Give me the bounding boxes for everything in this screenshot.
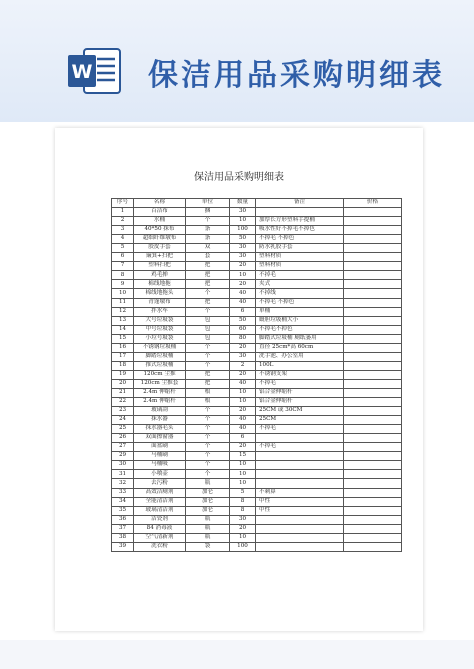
cell-price [344, 289, 402, 298]
cell-name: 中号垃圾袋 [134, 325, 186, 334]
cell-notes [256, 479, 344, 488]
cell-price [344, 271, 402, 280]
cell-price [344, 398, 402, 407]
cell-index: 27 [112, 443, 134, 452]
cell-price [344, 334, 402, 343]
cell-unit: 个 [186, 407, 230, 416]
cell-quantity: 6 [230, 307, 256, 316]
table-row [112, 461, 402, 470]
cell-price [344, 452, 402, 461]
cell-index: 36 [112, 515, 134, 524]
table-row [112, 307, 402, 316]
cell-unit: 把 [186, 280, 230, 289]
cell-price [344, 434, 402, 443]
cell-name: 全能清洁剂 [134, 497, 186, 506]
cell-quantity: 100 [230, 226, 256, 235]
table-row [112, 226, 402, 235]
table-row [112, 506, 402, 515]
cell-price [344, 443, 402, 452]
cell-quantity: 10 [230, 388, 256, 397]
cell-unit: 把 [186, 271, 230, 280]
cell-name: 2.4m 伸缩杆 [134, 388, 186, 397]
cell-unit: 套 [186, 253, 230, 262]
cell-quantity: 8 [230, 506, 256, 515]
cell-name: 胶皮手套 [134, 244, 186, 253]
cell-name: 塑料扫把 [134, 262, 186, 271]
cell-price [344, 262, 402, 271]
cell-unit: 个 [186, 470, 230, 479]
cell-unit: 个 [186, 443, 230, 452]
cell-quantity: 20 [230, 407, 256, 416]
cell-index: 11 [112, 298, 134, 307]
cell-unit: 袋 [186, 542, 230, 551]
cell-quantity: 10 [230, 461, 256, 470]
cell-unit: 包 [186, 334, 230, 343]
cell-notes: 洗手池、办公室用 [256, 352, 344, 361]
cell-unit: 捆 [186, 208, 230, 217]
cell-name: 去污粉 [134, 479, 186, 488]
cell-index: 30 [112, 461, 134, 470]
cell-notes: 不掉毛 [256, 443, 344, 452]
table-row [112, 416, 402, 425]
cell-name: 洁瓷剂 [134, 515, 186, 524]
cell-price [344, 488, 402, 497]
table-row [112, 208, 402, 217]
cell-quantity: 50 [230, 235, 256, 244]
cell-index: 38 [112, 533, 134, 542]
cell-quantity: 10 [230, 470, 256, 479]
cell-quantity: 40 [230, 289, 256, 298]
cell-index: 1 [112, 208, 134, 217]
table-row [112, 407, 402, 416]
cell-unit: 个 [186, 461, 230, 470]
cell-index: 37 [112, 524, 134, 533]
cell-index: 33 [112, 488, 134, 497]
cell-name: 40*50 抹布 [134, 226, 186, 235]
table-body [112, 208, 402, 552]
cell-quantity: 20 [230, 370, 256, 379]
cell-name: 鸡毛掸 [134, 271, 186, 280]
cell-name: 棉线地拖头 [134, 289, 186, 298]
cell-price [344, 524, 402, 533]
cell-notes: 塑料材质 [256, 262, 344, 271]
table-row [112, 388, 402, 397]
cell-price [344, 425, 402, 434]
cell-quantity: 20 [230, 443, 256, 452]
cell-unit: 个 [186, 217, 230, 226]
cell-notes [256, 533, 344, 542]
cell-unit: 把 [186, 298, 230, 307]
table-row [112, 352, 402, 361]
cell-notes: 中性 [256, 506, 344, 515]
cell-quantity: 40 [230, 416, 256, 425]
cell-name: 水桶 [134, 217, 186, 226]
cell-unit: 瓶 [186, 479, 230, 488]
cell-index: 22 [112, 398, 134, 407]
cell-unit: 条 [186, 235, 230, 244]
word-icon-letter: W [71, 61, 93, 83]
cell-notes: 不掉毛不掉色 [256, 325, 344, 334]
cell-index: 6 [112, 253, 134, 262]
table-header-row [112, 199, 402, 208]
cell-quantity: 20 [230, 343, 256, 352]
cell-price [344, 416, 402, 425]
table-row [112, 479, 402, 488]
cell-index: 29 [112, 452, 134, 461]
table-header [112, 199, 402, 208]
cell-quantity: 40 [230, 379, 256, 388]
cell-price [344, 217, 402, 226]
cell-name: 120cm 尘推套 [134, 379, 186, 388]
document-title: 保洁用品采购明细表 [194, 172, 284, 183]
cell-price [344, 361, 402, 370]
table-row [112, 425, 402, 434]
cell-unit: 条 [186, 226, 230, 235]
cell-price [344, 298, 402, 307]
cell-price [344, 370, 402, 379]
cell-name: 洗衣粉 [134, 542, 186, 551]
cell-quantity: 6 [230, 434, 256, 443]
cell-index: 9 [112, 280, 134, 289]
cell-notes: 不锈钢支架 [256, 370, 344, 379]
cell-quantity: 30 [230, 244, 256, 253]
cell-notes: 防水乳胶手套 [256, 244, 344, 253]
table-row [112, 434, 402, 443]
cell-quantity: 20 [230, 262, 256, 271]
cell-notes: 中性 [256, 497, 344, 506]
cell-index: 3 [112, 226, 134, 235]
cell-notes [256, 515, 344, 524]
cell-unit: 个 [186, 425, 230, 434]
cell-quantity: 30 [230, 208, 256, 217]
cell-quantity: 10 [230, 271, 256, 280]
cell-unit: 加仑 [186, 506, 230, 515]
cell-unit: 瓶 [186, 524, 230, 533]
cell-name: 推式垃圾桶 [134, 361, 186, 370]
cell-price [344, 352, 402, 361]
cell-notes: 铝合金伸缩杆 [256, 388, 344, 397]
cell-unit: 把 [186, 379, 230, 388]
cell-notes [256, 524, 344, 533]
header-unit: 单位 [186, 199, 230, 208]
cell-index: 4 [112, 235, 134, 244]
cell-notes: 厩胆垃圾桶大小 [256, 316, 344, 325]
cell-name: 玻璃刮 [134, 407, 186, 416]
cell-price [344, 343, 402, 352]
cell-quantity: 40 [230, 425, 256, 434]
cell-notes: 25CM 或 30CM [256, 407, 344, 416]
cell-price [344, 379, 402, 388]
cell-index: 23 [112, 407, 134, 416]
cell-quantity: 30 [230, 253, 256, 262]
cell-unit: 个 [186, 416, 230, 425]
cell-index: 21 [112, 388, 134, 397]
cell-quantity: 20 [230, 280, 256, 289]
header-price: 价格 [344, 199, 402, 208]
cell-quantity: 10 [230, 533, 256, 542]
cell-index: 12 [112, 307, 134, 316]
table-row [112, 524, 402, 533]
table-row [112, 361, 402, 370]
cell-price [344, 533, 402, 542]
cell-index: 39 [112, 542, 134, 551]
cell-price [344, 235, 402, 244]
cell-notes: 不掉毛 [256, 379, 344, 388]
cell-name: 不锈钢垃圾桶 [134, 343, 186, 352]
cell-name: 超细纤维墩布 [134, 235, 186, 244]
cell-notes: 不掉毛 [256, 425, 344, 434]
table-row [112, 298, 402, 307]
cell-index: 5 [112, 244, 134, 253]
cell-quantity: 100 [230, 542, 256, 551]
header-name: 名称 [134, 199, 186, 208]
cell-price [344, 316, 402, 325]
header-index: 序号 [112, 199, 134, 208]
cell-unit: 把 [186, 262, 230, 271]
cell-name: 百洁布 [134, 208, 186, 217]
cell-notes: 100L [256, 361, 344, 370]
cell-name: 抹水器 [134, 416, 186, 425]
cell-name: 高效洁厕剂 [134, 488, 186, 497]
cell-index: 17 [112, 352, 134, 361]
cell-unit: 包 [186, 325, 230, 334]
cell-notes: 铝合金伸缩杆 [256, 398, 344, 407]
cell-notes: 直径 25cm*高 60cm [256, 343, 344, 352]
cell-notes [256, 434, 344, 443]
cell-price [344, 479, 402, 488]
cell-index: 8 [112, 271, 134, 280]
cell-name: 马桶刷 [134, 452, 186, 461]
table-row [112, 325, 402, 334]
word-document-icon [66, 46, 124, 96]
cell-unit: 根 [186, 388, 230, 397]
cell-name: 抹水器毛头 [134, 425, 186, 434]
cell-unit: 个 [186, 352, 230, 361]
cell-quantity: 10 [230, 217, 256, 226]
table-row [112, 271, 402, 280]
cell-unit: 个 [186, 307, 230, 316]
header-notes: 备注 [256, 199, 344, 208]
cell-quantity: 80 [230, 334, 256, 343]
cell-notes: 塑料材质 [256, 253, 344, 262]
table-row [112, 542, 402, 551]
cell-unit: 个 [186, 343, 230, 352]
cell-index: 19 [112, 370, 134, 379]
cell-index: 25 [112, 425, 134, 434]
cell-price [344, 325, 402, 334]
cell-name: 拌水车 [134, 307, 186, 316]
cell-name: 84 消毒液 [134, 524, 186, 533]
purchase-table [111, 198, 402, 552]
cell-index: 16 [112, 343, 134, 352]
table-row [112, 470, 402, 479]
cell-quantity: 10 [230, 479, 256, 488]
table-row [112, 217, 402, 226]
cell-quantity: 60 [230, 325, 256, 334]
cell-notes: 不掉毛 不掉色 [256, 298, 344, 307]
cell-price [344, 307, 402, 316]
cell-price [344, 497, 402, 506]
table-row [112, 443, 402, 452]
cell-notes: 25CM [256, 416, 344, 425]
cell-index: 15 [112, 334, 134, 343]
cell-price [344, 515, 402, 524]
cell-name: 面盆刷 [134, 443, 186, 452]
cell-quantity: 8 [230, 497, 256, 506]
cell-quantity: 10 [230, 398, 256, 407]
cell-price [344, 244, 402, 253]
cell-quantity: 30 [230, 515, 256, 524]
cell-notes [256, 542, 344, 551]
cell-price [344, 280, 402, 289]
table-row [112, 343, 402, 352]
cell-name: 双面擦窗器 [134, 434, 186, 443]
cell-name: 青蓬墩布 [134, 298, 186, 307]
table-row [112, 262, 402, 271]
table-row [112, 452, 402, 461]
cell-unit: 加仑 [186, 488, 230, 497]
cell-notes [256, 470, 344, 479]
cell-index: 24 [112, 416, 134, 425]
cell-notes [256, 208, 344, 217]
cell-unit: 瓶 [186, 533, 230, 542]
cell-unit: 个 [186, 434, 230, 443]
cell-index: 35 [112, 506, 134, 515]
cell-index: 2 [112, 217, 134, 226]
document-page [55, 128, 423, 631]
footer-bar [0, 640, 474, 669]
cell-unit: 加仑 [186, 497, 230, 506]
table-row [112, 488, 402, 497]
cell-name: 玻璃清洁剂 [134, 506, 186, 515]
cell-notes: 夹式 [256, 280, 344, 289]
cell-index: 7 [112, 262, 134, 271]
cell-unit: 根 [186, 398, 230, 407]
cell-name: 大号垃圾袋 [134, 316, 186, 325]
cell-index: 14 [112, 325, 134, 334]
cell-unit: 包 [186, 316, 230, 325]
table-row [112, 334, 402, 343]
cell-name: 小喷壶 [134, 470, 186, 479]
cell-price [344, 470, 402, 479]
header-banner [0, 0, 474, 122]
cell-index: 32 [112, 479, 134, 488]
cell-unit: 个 [186, 289, 230, 298]
cell-notes: 不掉线 [256, 289, 344, 298]
cell-quantity: 2 [230, 361, 256, 370]
table-row [112, 515, 402, 524]
cell-unit: 把 [186, 370, 230, 379]
cell-notes [256, 452, 344, 461]
table-row [112, 280, 402, 289]
cell-notes: 不掉毛 不掉色 [256, 235, 344, 244]
cell-price [344, 407, 402, 416]
cell-name: 簸箕+扫把 [134, 253, 186, 262]
cell-index: 10 [112, 289, 134, 298]
cell-quantity: 30 [230, 352, 256, 361]
header-quantity: 数量 [230, 199, 256, 208]
cell-index: 34 [112, 497, 134, 506]
table-row [112, 370, 402, 379]
cell-name: 棉线地拖 [134, 280, 186, 289]
cell-notes [256, 461, 344, 470]
cell-unit: 瓶 [186, 515, 230, 524]
cell-price [344, 461, 402, 470]
cell-quantity: 50 [230, 316, 256, 325]
cell-price [344, 388, 402, 397]
cell-price [344, 253, 402, 262]
table-row [112, 244, 402, 253]
table-row [112, 497, 402, 506]
cell-notes: 脚踏式垃圾桶 厕纸篓用 [256, 334, 344, 343]
cell-name: 2.4m 伸缩杆 [134, 398, 186, 407]
cell-name: 空气清新剂 [134, 533, 186, 542]
cell-index: 13 [112, 316, 134, 325]
cell-price [344, 506, 402, 515]
cell-notes: 单桶 [256, 307, 344, 316]
cell-unit: 双 [186, 244, 230, 253]
table-row [112, 289, 402, 298]
table-row [112, 398, 402, 407]
cell-index: 31 [112, 470, 134, 479]
cell-index: 26 [112, 434, 134, 443]
cell-unit: 个 [186, 452, 230, 461]
cell-price [344, 542, 402, 551]
table-row [112, 533, 402, 542]
cell-price [344, 226, 402, 235]
cell-name: 小垃号圾袋 [134, 334, 186, 343]
cell-index: 20 [112, 379, 134, 388]
cell-notes: 吸水性好不掉毛不掉色 [256, 226, 344, 235]
table-row [112, 253, 402, 262]
cell-notes: 加厚长方形塑料手提桶 [256, 217, 344, 226]
cell-name: 脚踏垃圾桶 [134, 352, 186, 361]
cell-name: 120cm 尘推 [134, 370, 186, 379]
banner-title: 保洁用品采购明细表 [148, 58, 445, 93]
cell-unit: 个 [186, 361, 230, 370]
cell-quantity: 20 [230, 524, 256, 533]
table-row [112, 235, 402, 244]
cell-quantity: 5 [230, 488, 256, 497]
cell-name: 马桶吸 [134, 461, 186, 470]
cell-index: 18 [112, 361, 134, 370]
cell-notes: 不刺鼻 [256, 488, 344, 497]
cell-quantity: 40 [230, 298, 256, 307]
cell-quantity: 15 [230, 452, 256, 461]
table-row [112, 316, 402, 325]
cell-price [344, 208, 402, 217]
table-row [112, 379, 402, 388]
cell-notes: 不掉毛 [256, 271, 344, 280]
